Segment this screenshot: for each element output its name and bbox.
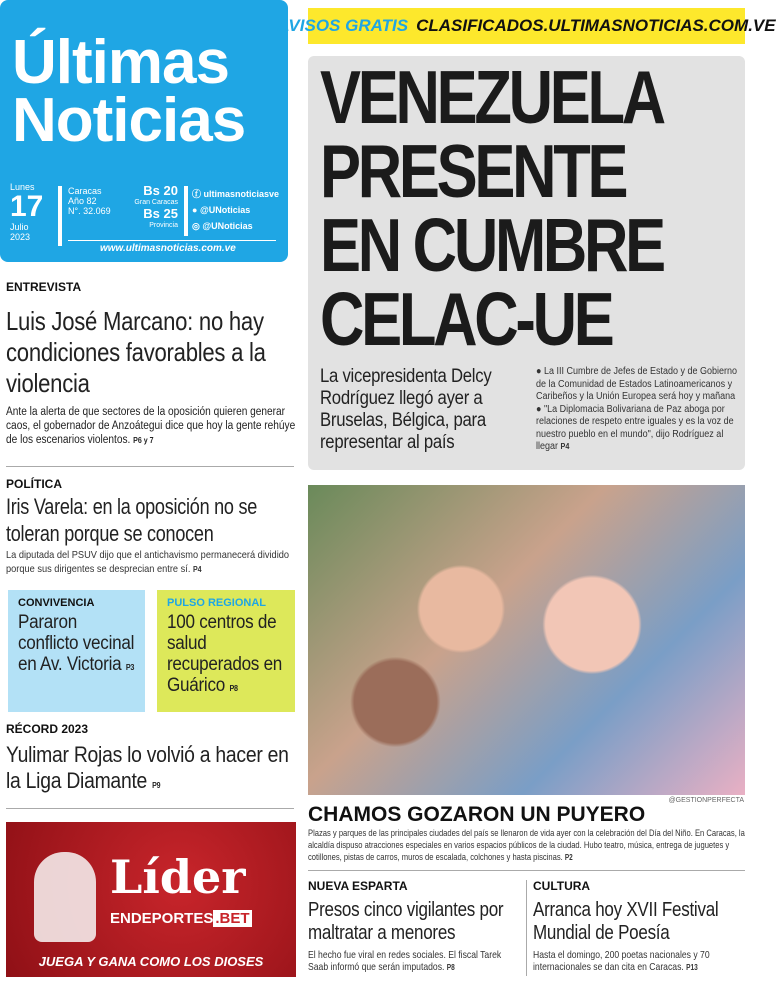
instagram-icon: ◎	[192, 221, 200, 231]
social-links	[192, 186, 279, 234]
ad-slogan: JUEGA Y GANA COMO LOS DIOSES	[38, 954, 264, 969]
edition-info: Caracas Año 82 N°. 32.069	[68, 186, 111, 216]
lead-story	[308, 56, 745, 470]
kicker: POLÍTICA	[6, 477, 62, 491]
lead-summary: ● La III Cumbre de Jefes de Estado y de Gobierno de la Comunidad de Estados Latinoamericanos y Caribeños y la Unión Europea será hoy y mañana ● "La Diplomacia Bolivariana de Paz aboga por relaciones de respeto entre iguales y es la voz de nuestro pueblo en el mundo", dijo Rodríguez al llegar P4	[536, 366, 738, 452]
kicker: NUEVA ESPARTA	[308, 879, 408, 893]
website-link[interactable]: www.ultimasnoticias.com.ve	[100, 243, 236, 254]
kicker: CULTURA	[533, 879, 591, 893]
masthead	[0, 0, 288, 262]
headline: Yulimar Rojas lo volvió a hacer en la Liga Diamante P9	[6, 742, 289, 793]
divider	[58, 186, 62, 246]
story-politica[interactable]	[6, 477, 296, 577]
twitter-link[interactable]: ● @UNoticias	[192, 205, 251, 215]
divider	[6, 808, 294, 809]
kicker: ENTREVISTA	[6, 280, 82, 294]
box-convivencia[interactable]	[8, 590, 145, 712]
headline: Presos cinco vigilantes por maltratar a menores	[308, 899, 504, 944]
twitter-icon: ●	[192, 205, 198, 215]
newspaper-logo: Últimas Noticias	[12, 28, 246, 155]
photo-caption: Plazas y parques de las principales ciudades del país se llenaron de vida ayer con la celebración del Día del Niño. En Caracas, la alcaldía dispuso atracciones especiales en varios espacios públicos de la ciudad. Hubo teatro, música, entrega de juguetes y cotillones, pistas de carros, muros de escalada, colchones y hasta piscinas. P2	[308, 828, 745, 863]
divider	[526, 880, 527, 976]
photo-caption-wrap	[308, 828, 745, 864]
lead-deck: La vicepresidenta Delcy Rodríguez llegó ayer a Bruselas, Bélgica, para representar al país	[320, 366, 492, 453]
kicker: RÉCORD 2023	[6, 722, 89, 736]
bust-icon	[34, 852, 96, 942]
ad-lider-endeportes[interactable]	[6, 822, 296, 977]
headline: 100 centros de salud recuperados en Guárico P8	[167, 612, 283, 696]
month: Julio	[10, 222, 29, 232]
photo-credit: @GESTIONPERFECTA	[668, 797, 744, 804]
classifieds-banner[interactable]	[277, 8, 776, 44]
story-cultura[interactable]	[533, 879, 746, 974]
ad-sub: ENDEPORTES .BET	[110, 910, 250, 927]
lead-headline: VENEZUELA PRESENTE EN CUMBRE CELAC-UE	[320, 55, 663, 361]
day: Lunes	[10, 182, 35, 192]
kicker: PULSO REGIONAL	[167, 597, 267, 609]
story-entrevista[interactable]	[6, 280, 296, 448]
divider	[184, 186, 188, 236]
summary: La diputada del PSUV dijo que el antichavismo permanecerá dividido porque sus dirigentes se desprecian entre sí. P4	[6, 549, 290, 575]
year: 2023	[10, 232, 31, 242]
date-block	[10, 182, 60, 242]
prices: Bs 20 Gran Caracas Bs 25 Provincia	[134, 183, 178, 229]
banner-label: AVISOS GRATIS	[277, 16, 409, 35]
banner-site: CLASIFICADOS.ULTIMASNOTICIAS.COM.VE	[416, 16, 776, 35]
divider	[68, 240, 276, 241]
headline: Arranca hoy XVII Festival Mundial de Poesía	[533, 899, 719, 944]
photo-children-celebration	[308, 485, 745, 795]
photo-caption-title: CHAMOS GOZARON UN PUYERO	[308, 803, 646, 826]
divider	[308, 870, 745, 871]
summary: Ante la alerta de que sectores de la oposición quieren generar caos, el gobernador de Anzoátegui dice que hoy la gente rehúye de los escenarios violentos. P6 y 7	[6, 406, 296, 446]
facebook-link[interactable]: ⓕ ultimasnoticiasve	[192, 189, 280, 199]
lead-deck-wrap	[320, 366, 530, 454]
headline: Pararon conflicto vecinal en Av. Victoria P3	[18, 612, 135, 675]
divider	[6, 466, 294, 467]
ad-brand: Líder	[110, 850, 246, 904]
story-record[interactable]	[6, 722, 296, 799]
facebook-icon: ⓕ	[192, 189, 202, 199]
headline: Iris Varela: en la oposición no se toleran porque se conocen	[6, 494, 258, 546]
instagram-link[interactable]: ◎ @UNoticias	[192, 221, 253, 231]
box-pulso-regional[interactable]	[157, 590, 295, 712]
date: 17	[10, 190, 44, 223]
headline: Luis José Marcano: no hay condiciones favorables a la violencia	[6, 306, 266, 398]
summary: El hecho fue viral en redes sociales. El fiscal Tarek Saab informó que serán imputados. P8	[308, 949, 502, 973]
kicker: CONVIVENCIA	[18, 597, 95, 609]
lead-summary-wrap	[536, 366, 741, 454]
story-nueva-esparta[interactable]	[308, 879, 523, 974]
summary: Hasta el domingo, 200 poetas nacionales y 70 internacionales se dan cita en Caracas. P13	[533, 949, 710, 973]
